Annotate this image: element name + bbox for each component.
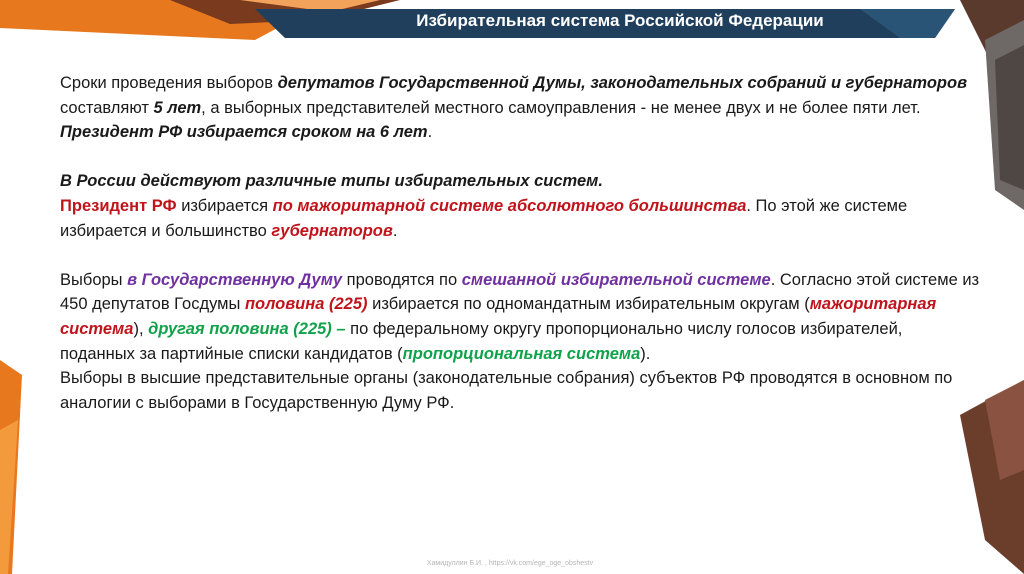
text-run-red: мажоритарная система xyxy=(60,295,937,338)
text-run: Сроки проведения выборов xyxy=(60,74,278,92)
page-title: Избирательная система Российской Федерации xyxy=(416,11,824,30)
text-run: проводятся по xyxy=(342,270,462,289)
text-run: Выборы в высшие представительные органы (законодательные собрания) субъектов РФ проводятся в основном по аналогии с выборами в Государственную Думу РФ. xyxy=(60,369,953,412)
text-run-emphasis: депутатов Государственной Думы, законодательных собраний и губернаторов xyxy=(277,74,968,92)
text-run-emphasis: Президент РФ избирается сроком на 6 лет xyxy=(60,123,428,142)
paragraph-regional xyxy=(60,366,980,415)
text-run-red: губернаторов xyxy=(271,221,393,240)
paragraph-president xyxy=(60,194,980,243)
text-run-red: Президент РФ xyxy=(60,196,177,215)
text-run: избирается по одномандатным избирательным округам ( xyxy=(367,295,810,314)
paragraph-duma xyxy=(60,268,980,366)
paragraph-gap xyxy=(60,243,980,268)
paragraph-election-terms xyxy=(60,71,980,145)
text-run: ). xyxy=(640,344,651,363)
text-run-green: пропорциональная система xyxy=(402,344,641,363)
text-run-emphasis: В России действуют различные типы избирательных систем. xyxy=(60,172,603,191)
text-run-purple: в Государственную Думу xyxy=(127,270,343,289)
text-run-red: по мажоритарной системе абсолютного большинства xyxy=(272,196,747,215)
main-content xyxy=(60,71,980,415)
text-run: , а выборных представителей местного самоуправления - не менее двух и не более пяти лет. xyxy=(201,98,921,117)
paragraph-gap xyxy=(60,145,980,170)
text-run-red: половина (225) xyxy=(244,295,368,314)
text-run: . xyxy=(427,123,433,142)
paragraph-system-types xyxy=(60,169,980,194)
footer-credit: Хамидуллин Б.И. , https://vk.com/ege_oge_obshestv xyxy=(426,560,594,567)
text-run: . По этой же системе избирается и большинство xyxy=(60,196,908,240)
text-run: ), xyxy=(133,319,149,338)
text-run: избирается xyxy=(176,196,273,215)
text-run: . xyxy=(392,221,398,240)
text-run: Выборы xyxy=(60,270,128,289)
text-run-green: другая половина (225) – xyxy=(148,319,346,338)
text-run-purple: смешанной избирательной системе xyxy=(461,270,771,289)
text-run: . Согласно этой системе из 450 депутатов Госдумы xyxy=(60,270,980,314)
text-run: по федеральному округу пропорционально числу голосов избирателей, поданных за партийные списки кандидатов ( xyxy=(60,319,903,363)
text-run: составляют xyxy=(60,98,154,117)
text-run-emphasis: 5 лет xyxy=(153,98,202,117)
